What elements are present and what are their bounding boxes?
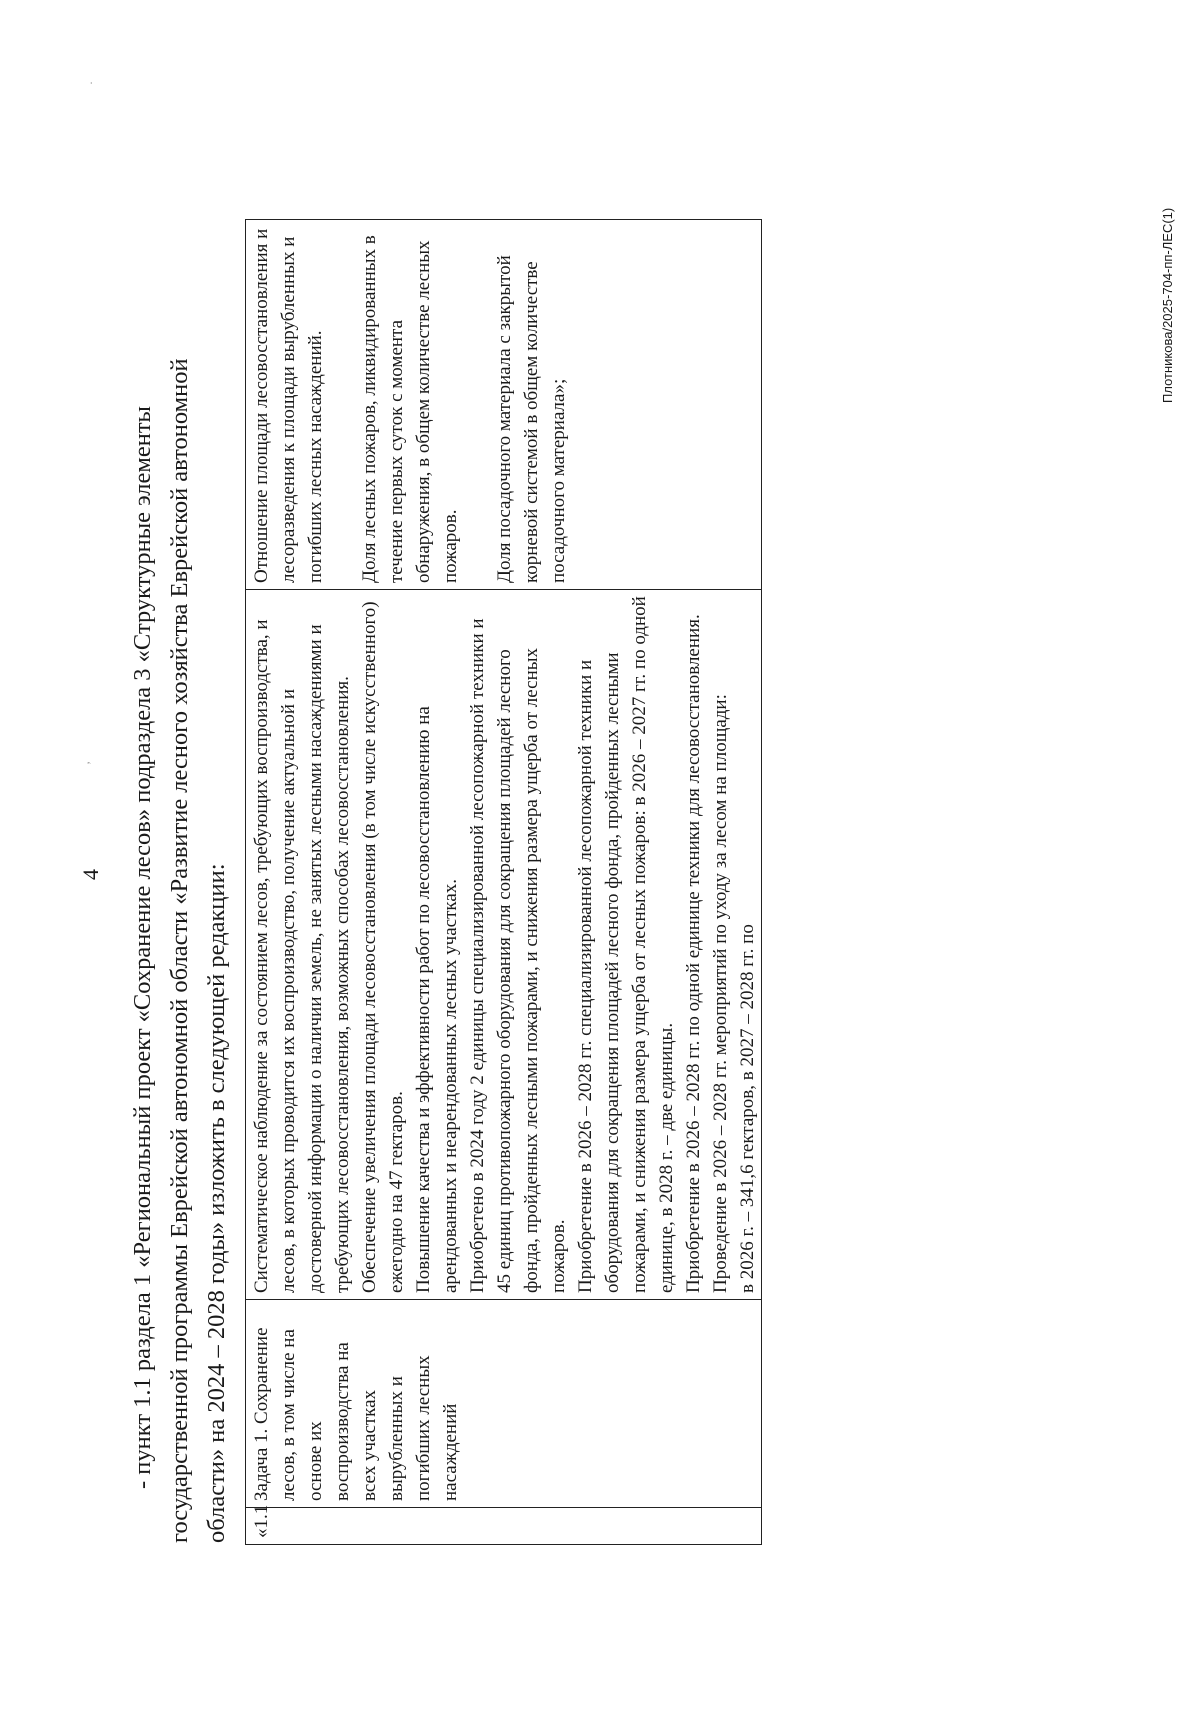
intro-line-1: - пункт 1.1 раздела 1 «Региональный проект «Сохранение лесов» подраздела 3 «Структурные элементы	[129, 406, 156, 1489]
page-number: 4	[78, 869, 103, 880]
table-row	[246, 220, 762, 1545]
measure-item: Систематическое наблюдение за состоянием лесов, требующих воспроизводства, и лесов, в которых проводится их воспроизводство, получение актуальной и достоверной информации о наличии земель, не занятых лесными насаждениями и требующих лесовосстановления, возможных способах лесовосстановления.	[251, 619, 353, 1293]
indicator-item: Доля лесных пожаров, ликвидированных в течение первых суток с момента обнаружения, в общем количестве лесных пожаров.	[359, 235, 461, 583]
measure-item: Повышение качества и эффективности работ по лесовосстановлению на арендованных и неарендованных лесных участках.	[413, 706, 461, 1293]
measure-item: в 2026 г. – 341,6 гектаров, в 2027 – 2028 гг. по	[737, 924, 758, 1293]
intro-paragraph	[124, 223, 235, 1543]
intro-line-2: государственной программы Еврейской автономной области «Развитие лесного хозяйства Еврейской автономной	[166, 358, 193, 1543]
row-number-cell: «1.1	[246, 1508, 762, 1545]
structure-table	[245, 220, 758, 1545]
document-footer-code: Плотникова/2025-704-пп-ЛЕС(1)	[1160, 207, 1175, 403]
measure-item: Проведение в 2026 – 2028 гг. мероприятий по уходу за лесом на площади:	[710, 694, 731, 1293]
intro-line-3: области» на 2024 – 2028 годы» изложить в следующей редакции:	[203, 863, 230, 1543]
scan-mark: ’	[84, 761, 98, 765]
indicator-item: Доля посадочного материала с закрытой корневой системой в общем количестве посадочного материала»;	[494, 255, 569, 583]
measure-item: Приобретение в 2026 – 2028 гг. специализированной лесопожарной техники и оборудования для сокращения площадей лесного фонда, пройденных лесными пожарами, и снижения размера ущерба от лесных пожаров: в 2026 – 2027 гг. по одной единице, в 2028 г. – две единицы.	[575, 596, 677, 1293]
measure-item: Приобретение в 2026 – 2028 гг. по одной единице техники для лесовосстановления.	[683, 614, 704, 1293]
indicators-cell	[246, 220, 762, 590]
scan-mark: ·	[84, 81, 98, 85]
task-cell: Задача 1. Сохранение лесов, в том числе на основе их воспроизводства на всех участках вырубленных и погибших лесных насаждений	[246, 1300, 762, 1508]
measure-item: Обеспечение увеличения площади лесовосстановления (в том числе искусственного) ежегодно на 47 гектаров.	[359, 601, 407, 1293]
measures-cell	[246, 590, 762, 1300]
indicator-item: Отношение площади лесовосстановления и лесоразведения к площади вырубленных и погибших лесных насаждений.	[251, 228, 326, 583]
measure-item: Приобретено в 2024 году 2 единицы специализированной лесопожарной техники и 45 единиц противопожарного оборудования для сокращения площадей лесного фонда, пройденных лесными пожарами, и снижения размера ущерба от лесных пожаров.	[467, 618, 569, 1293]
